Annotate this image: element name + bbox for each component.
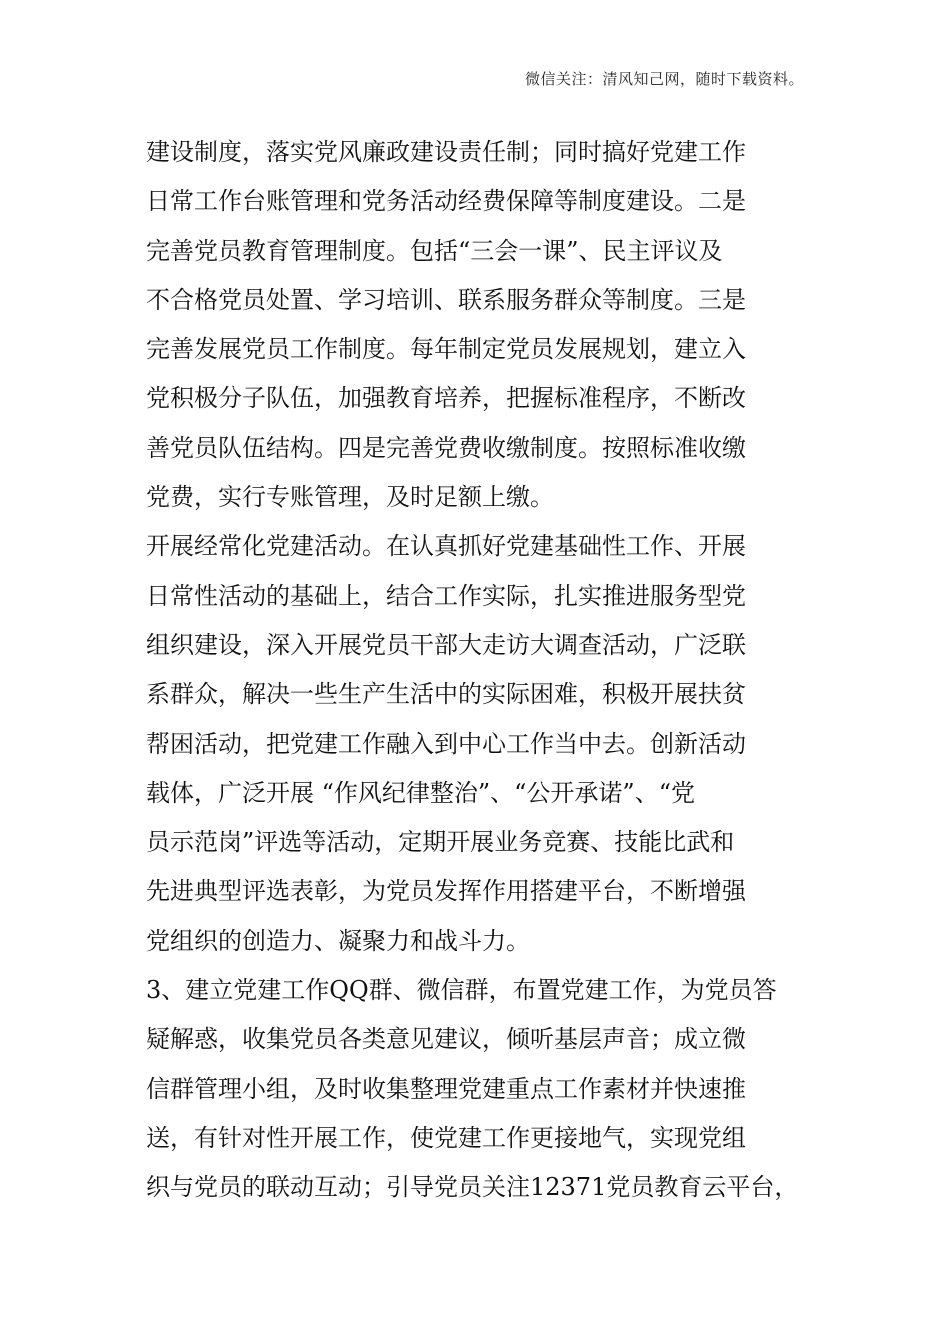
text-line: 善党员队伍结构。四是完善党费收缴制度。按照标准收缴 bbox=[146, 433, 746, 462]
header-note: 微信关注：清风知己网，随时下载资料。 bbox=[524, 70, 804, 88]
text-line: 日常工作台账管理和党务活动经费保障等制度建设。二是 bbox=[146, 187, 746, 216]
text-line: 信群管理小组，及时收集整理党建重点工作素材并快速推 bbox=[146, 1074, 746, 1103]
text-line: 系群众，解决一些生产生活中的实际困难，积极开展扶贫 bbox=[146, 680, 746, 709]
text-line: 织与党员的联动互动；引导党员关注12371党员教育云平台， bbox=[146, 1173, 799, 1202]
text-line: 完善发展党员工作制度。每年制定党员发展规划，建立入 bbox=[146, 335, 746, 364]
text-line: 建设制度，落实党风廉政建设责任制；同时搞好党建工作 bbox=[146, 138, 746, 166]
document-body bbox=[146, 128, 810, 1213]
text-line: 组织建设，深入开展党员干部大走访大调查活动，广泛联 bbox=[146, 630, 746, 659]
text-line: 党费，实行专账管理，及时足额上缴。 bbox=[146, 483, 554, 512]
text-line: 送，有针对性开展工作，使党建工作更接地气，实现党组 bbox=[146, 1123, 746, 1152]
text-line: 帮困活动，把党建工作融入到中心工作当中去。创新活动 bbox=[146, 729, 746, 758]
text-line: 党组织的创造力、凝聚力和战斗力。 bbox=[146, 926, 530, 955]
text-line: 载体，广泛开展 “作风纪律整治”、“公开承诺”、“党 bbox=[146, 778, 695, 807]
text-line: 党积极分子队伍，加强教育培养，把握标准程序，不断改 bbox=[146, 384, 746, 413]
text-line: 日常性活动的基础上，结合工作实际，扎实推进服务型党 bbox=[146, 581, 746, 610]
text-line: 开展经常化党建活动。在认真抓好党建基础性工作、开展 bbox=[146, 532, 746, 561]
text-line: 3、建立党建工作QQ群、微信群，布置党建工作，为党员答 bbox=[146, 976, 777, 1005]
text-line: 不合格党员处置、学习培训、联系服务群众等制度。三是 bbox=[146, 285, 746, 314]
text-line: 先进典型评选表彰，为党员发挥作用搭建平台，不断增强 bbox=[146, 877, 746, 906]
text-line: 完善党员教育管理制度。包括“三会一课”、民主评议及 bbox=[146, 236, 723, 265]
text-line: 员示范岗”评选等活动，定期开展业务竞赛、技能比武和 bbox=[146, 828, 735, 857]
text-line: 疑解惑，收集党员各类意见建议，倾听基层声音；成立微 bbox=[146, 1025, 746, 1054]
